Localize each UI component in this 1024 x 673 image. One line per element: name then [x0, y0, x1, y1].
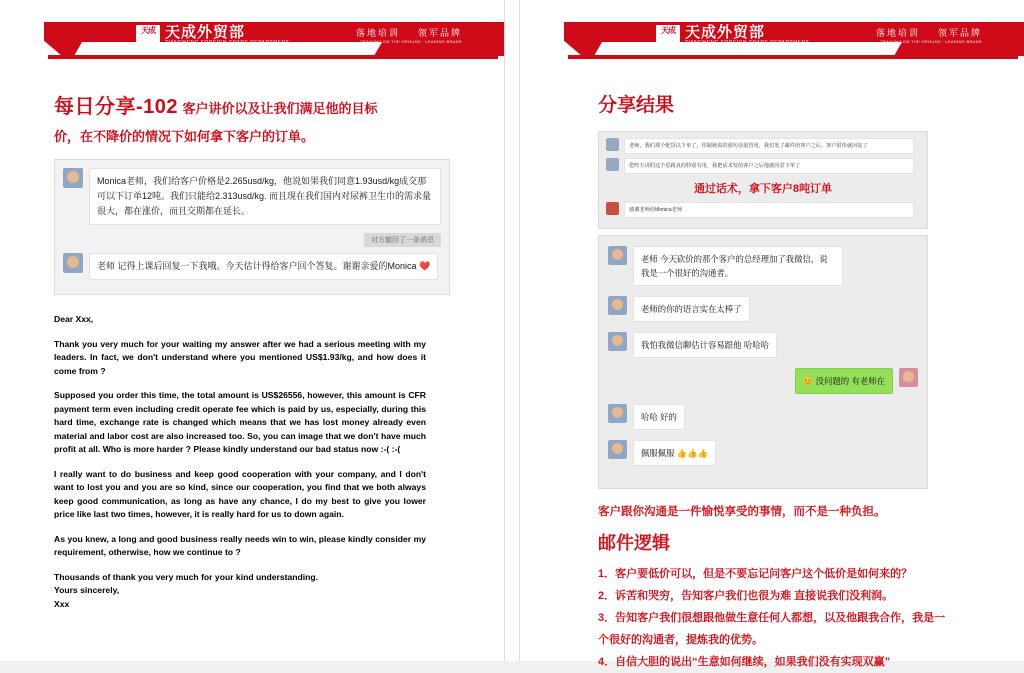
- chat-bubble-text: 您昨天讲的这个思路真的特别有用，我把话术发给客户之后他就同意下单了: [624, 158, 914, 174]
- slide-1-title-line2: 价，在不降价的情况下如何拿下客户的订单。: [54, 129, 315, 144]
- letter-paragraph-1: Thank you very much for your waiting my answer after we had a serious meeting with my leaders. In fact, we don't understand where you mentioned US$1.93/kg, and how does it come from ?: [54, 338, 426, 376]
- avatar: [608, 440, 627, 459]
- list-item: 1．客户要低价可以，但是不要忘记问客户这个低价是如何来的？: [598, 568, 913, 580]
- chat-message: [608, 246, 918, 286]
- logo-text-cn: 天成外贸部: [685, 24, 766, 41]
- chat-message: [606, 138, 920, 154]
- chat-bubble-text: 老师 记得上课后回复一下我哦。今天估计得给客户回个答复。谢谢亲爱的Monica ❤️: [89, 253, 438, 280]
- chat-bubble-text: 老师 今天砍价的那个客户的总经理加了我微信，说我是一个很好的沟通者。: [633, 246, 843, 286]
- avatar: [608, 404, 627, 423]
- slide-2-title: 分享结果: [598, 95, 675, 116]
- letter-signoff: Yours sincerely,: [54, 585, 120, 595]
- chat-message: [608, 332, 918, 358]
- slide-2: [520, 0, 1024, 668]
- chat-bubble-text: 😊 没问题的 有老师在: [795, 368, 893, 394]
- chat-recall-label: 对方撤回了一条消息: [364, 233, 441, 247]
- logo-text-en: TIANCHENG FOREIGN TRADE DEPARTMENT: [165, 40, 290, 46]
- logo-mark-icon: 天成: [656, 25, 680, 46]
- chat-bubble-text: 我怕我微信聊估计容易跟他 哈哈哈: [633, 332, 777, 358]
- chat-message: [608, 440, 918, 466]
- logo-mark-icon: 天成: [136, 25, 160, 46]
- slide-1-header-banner: [18, 16, 486, 62]
- avatar: [63, 168, 83, 188]
- slide-1-title-main: 每日分享-102: [54, 96, 179, 118]
- chat-recall-notice: [63, 229, 441, 247]
- slide-1-chat-screenshot: [54, 159, 450, 295]
- list-item: 4．自信大胆的说出“生意如何继续，如果我们没有实现双赢”: [598, 656, 891, 668]
- letter-signature: Xxx: [54, 598, 70, 609]
- letter-paragraph-3: I really want to do business and keep good cooperation with your company, and I don't want to lost you and you are so kind, since our cooperation, you find that we both always keep good communication, as long as have any chance, I do my best to give you lower price like last two times, however, it is really hard for us to down again.: [54, 468, 426, 519]
- avatar: [606, 202, 619, 215]
- banner-slogan: [876, 28, 982, 45]
- banner-slogan-en: TRAINING ON THE GROUND · LEADING BRAND: [360, 39, 462, 44]
- banner-slogan-cn-2: 领军品牌: [417, 28, 462, 38]
- brand-logo: [656, 25, 809, 46]
- chat-message: [608, 404, 918, 430]
- avatar: [608, 246, 627, 265]
- logo-text-cn: 天成外贸部: [165, 24, 246, 41]
- avatar: [608, 332, 627, 351]
- slide-1-title: [54, 90, 454, 145]
- banner-slogan-en: TRAINING ON THE GROUND · LEADING BRAND: [880, 39, 982, 44]
- banner-bottom-line: [48, 55, 498, 59]
- letter-greeting: Dear Xxx,: [54, 314, 94, 324]
- chat-bubble-text: 佩服佩服 👍👍👍: [633, 440, 716, 466]
- slide-1-letter-body: [54, 313, 426, 611]
- slide-2-header-banner: [538, 16, 1006, 62]
- chat-message: [63, 168, 441, 225]
- slide-divider: [504, 0, 520, 661]
- chat-bubble-text: 老师的你的语言实在太棒了: [633, 296, 750, 322]
- avatar: [899, 368, 918, 387]
- slide-2-subtitle: 邮件逻辑: [598, 533, 670, 553]
- banner-bottom-line: [568, 55, 1018, 59]
- banner-slogan-cn-2: 领军品牌: [937, 28, 982, 38]
- avatar: [606, 138, 619, 151]
- avatar: [608, 296, 627, 315]
- top-chat-highlight: 通过话术，拿下客户8吨订单: [693, 183, 833, 195]
- chat-message: [608, 296, 918, 322]
- slide-2-top-chat-screenshot: [598, 131, 928, 229]
- slide-2-main-chat-screenshot: [598, 235, 928, 489]
- banner-slogan: [356, 28, 462, 45]
- chat-bubble-text: Monica老师，我们给客户价格是2.265usd/kg，他说如果我们同意1.93usd/kg成交那可以下订单12吨。我们只能给2.313usd/kg. 而且现在我们国内对尿裤卫生巾的需求量很大，都在涨价，而且交期都在延长。: [89, 168, 441, 225]
- list-item: 2．诉苦和哭穷，告知客户我们也很为难 直接说我们没利润。: [598, 590, 894, 602]
- banner-slogan-cn-1: 落地培训: [875, 28, 920, 38]
- slide-1: [0, 0, 504, 661]
- chat-message-outgoing: [608, 368, 918, 394]
- letter-paragraph-2: Supposed you order this time, the total amount is US$26556, however, this amount is CFR payment term even including credit operate fee which is paid by us, especially, during this hard time, exchange rate is changed which means that we has lost money already even material and labor cost are also increased too. So, you can image that we don't have much profit at all. Who is more harder ? Please kindly understand our bad status now :-( :-(: [54, 390, 426, 454]
- avatar: [63, 253, 83, 273]
- chat-message: [606, 202, 920, 218]
- chat-message: [606, 158, 920, 174]
- chat-bubble-text: 哈哈 好的: [633, 404, 685, 430]
- chat-bubble-text: 老师，我们那个配货以下单了，你跟她说的那句话很管用，我们发了邮件给客户之后，客户很快就回复了: [624, 138, 914, 154]
- banner-slogan-cn-1: 落地培训: [355, 28, 400, 38]
- slide-2-points-list: [598, 563, 946, 673]
- slide-2-note: 客户跟你沟通是一件愉悦享受的事情，而不是一种负担。: [598, 506, 886, 518]
- chat-message: [63, 253, 441, 280]
- slide-1-title-sub: 客户讲价以及让我们满足他的目标: [182, 101, 378, 116]
- avatar: [606, 158, 619, 171]
- brand-logo: [136, 25, 289, 46]
- letter-paragraph-4: As you knew, a long and good business really needs win to win, please kindly consider my requirement, otherwise, how we continue to ?: [54, 533, 426, 557]
- chat-bubble-text: 感谢老师给Monica老师: [624, 202, 914, 218]
- letter-closing: Thousands of thank you very much for your kind understanding.: [54, 571, 319, 582]
- list-item: 3．告知客户我们很想跟他做生意任何人都想，以及他跟我合作，我是一个很好的沟通者，提炼我的优势。: [598, 612, 946, 646]
- logo-text-en: TIANCHENG FOREIGN TRADE DEPARTMENT: [685, 40, 810, 46]
